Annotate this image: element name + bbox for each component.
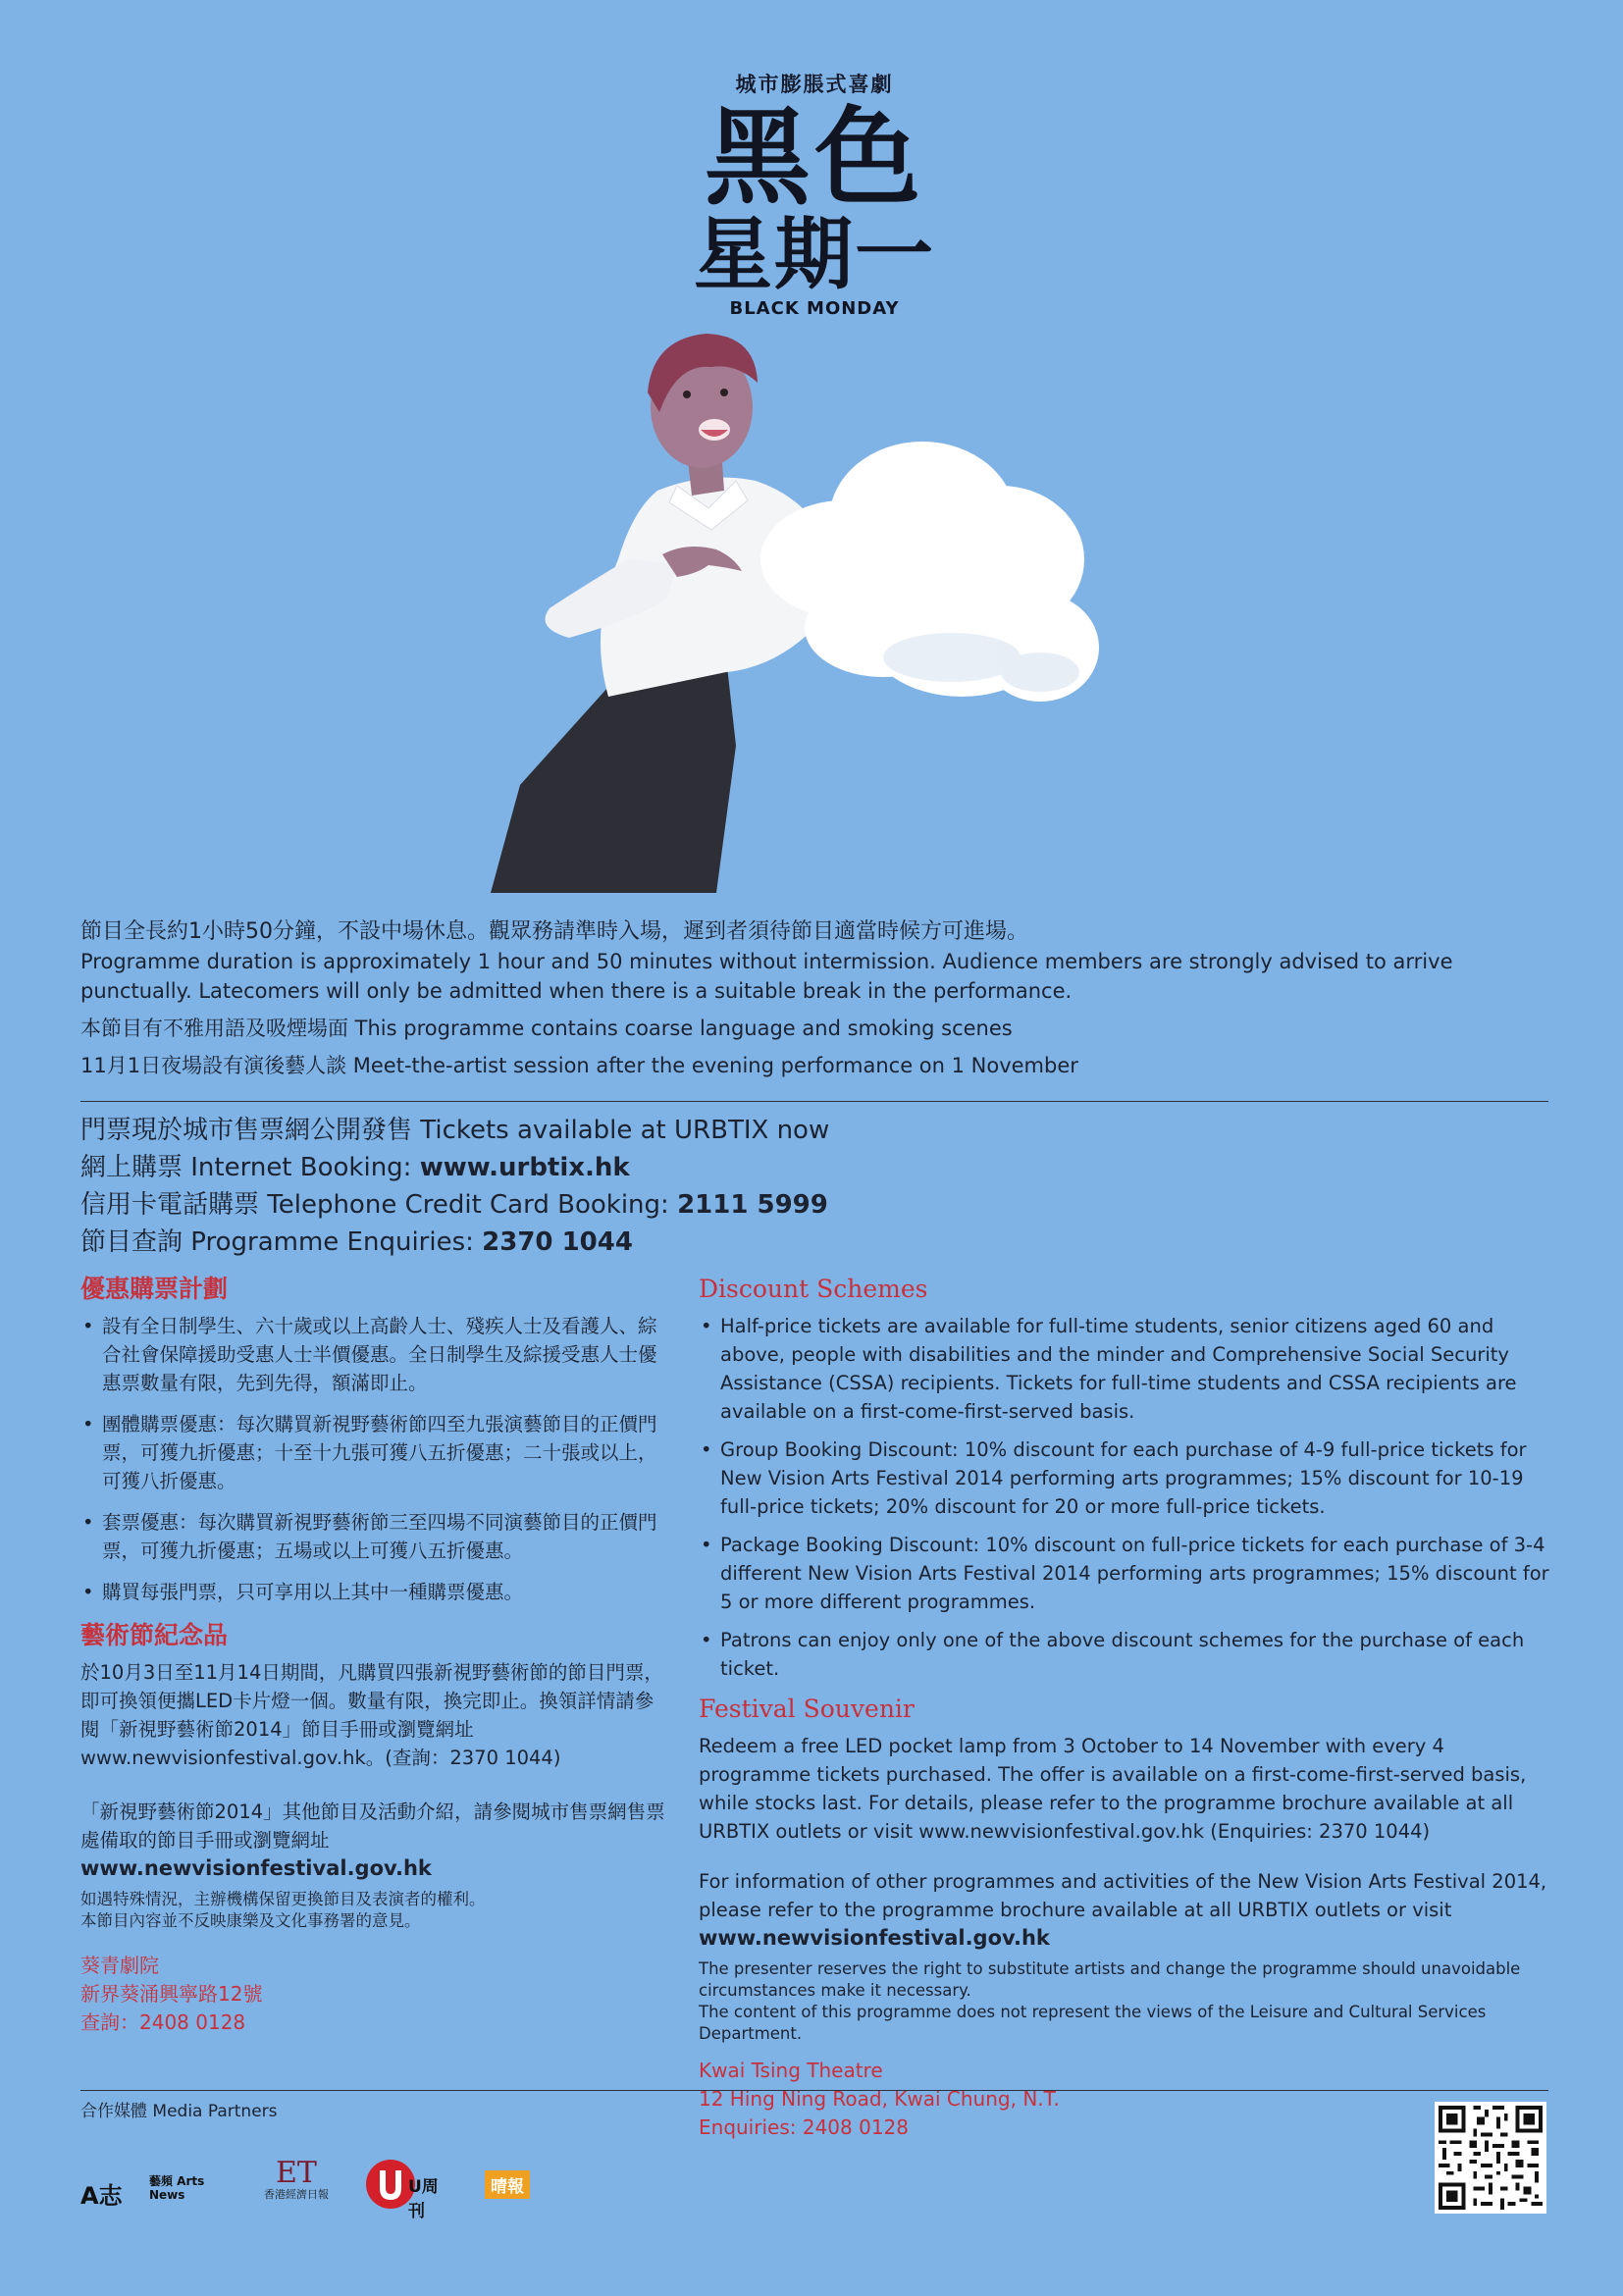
title-block xyxy=(687,69,942,319)
list-item: • 設有全日制學生、六十歲或以上高齡人士、殘疾人士及看護人、綜合社會保障援助受惠人士半價優惠。全日制學生及綜援受惠人士優惠票數量有限，先到先得，額滿即止。 xyxy=(80,1312,669,1397)
tickets-available: 門票現於城市售票網公開發售 Tickets available at URBTIX now xyxy=(80,1116,830,1145)
disclaimer-zh-2: 本節目內容並不反映康樂及文化事務署的意見。 xyxy=(80,1911,421,1930)
venue-address-zh: 新界葵涌興寧路12號 xyxy=(80,1982,263,2006)
souvenir-heading-zh: 藝術節紀念品 xyxy=(80,1621,229,1649)
list-item: • Half-price tickets are available for full-time students, senior citizens aged 60 and above, people with disabilities and the minder and Comprehensive Social Security Assistance (CSSA) recipients. Tickets for full-time students and CSSA recipients are available on a first-come-first-served basis. xyxy=(699,1312,1552,1426)
meet-artist-note: 11月1日夜場設有演後藝人談 Meet-the-artist session after the evening performance on 1 November xyxy=(80,1054,1078,1077)
title-zh-line1: 黑色 xyxy=(704,97,924,220)
chinese-column xyxy=(80,1273,669,2037)
urbtix-link[interactable]: www.urbtix.hk xyxy=(419,1153,630,1182)
hket-logo: ET 香港經濟日報 xyxy=(264,2156,329,2201)
list-item: • 套票優惠：每次購買新視野藝術節三至四場不同演藝節目的正價門票，可獲九折優惠；五場或以上可獲八五折優惠。 xyxy=(80,1508,669,1565)
venue-enquiry-en: Enquiries: 2408 0128 xyxy=(699,2115,909,2139)
discount-list-en xyxy=(699,1312,1552,1683)
qr-code[interactable] xyxy=(1435,2102,1546,2214)
media-partners-label: 合作媒體 Media Partners xyxy=(80,2102,278,2121)
title-zh-line2: 星期一 xyxy=(694,209,935,300)
souvenir-heading-en: Festival Souvenir xyxy=(699,1695,915,1723)
festival-url-en[interactable]: www.newvisionfestival.gov.hk xyxy=(699,1926,1050,1950)
ticket-info xyxy=(80,1112,1552,1261)
programme-enquiries: 節目查詢 Programme Enquiries: 2370 1044 xyxy=(80,1227,633,1257)
enquiry-number: 2370 1044 xyxy=(482,1227,633,1257)
list-item: • Group Booking Discount: 10% discount for each purchase of 4-9 full-price tickets for New Vision Arts Festival 2014 performing arts programmes; 15% discount for 10-19 full-price tickets; 20% discount for 20 or more full-price tickets. xyxy=(699,1435,1552,1521)
list-item: • 購買每張門票，只可享用以上其中一種購票優惠。 xyxy=(80,1578,669,1606)
venue-name-en: Kwai Tsing Theatre xyxy=(699,2059,883,2082)
venue-name-zh: 葵青劇院 xyxy=(80,1954,159,1977)
performer-cloud-illustration xyxy=(491,334,1178,893)
disclaimer-en-1: The presenter reserves the right to substitute artists and change the programme should unavoidable circumstances make it necessary. xyxy=(699,1959,1521,2000)
venue-zh xyxy=(80,1952,669,2037)
duration-zh: 節目全長約1小時50分鐘，不設中場休息。觀眾務請準時入場，遲到者須待節目適當時候方可進場。 xyxy=(80,919,1028,944)
disclaimer-en-2: The content of this programme does not represent the views of the Leisure and Cultural Services Department. xyxy=(699,2003,1487,2043)
list-item: • 團體購票優惠：每次購買新視野藝術節四至九張演藝節目的正價門票，可獲九折優惠；十至十九張可獲八五折優惠；二十張或以上，可獲八折優惠。 xyxy=(80,1410,669,1495)
list-item: • Patrons can enjoy only one of the above discount schemes for the purchase of each ticket. xyxy=(699,1626,1552,1683)
u-magazine-logo: U周刊 xyxy=(365,2159,453,2210)
disclaimer-zh-1: 如遇特殊情況，主辦機構保留更換節目及表演者的權利。 xyxy=(80,1890,486,1908)
english-column xyxy=(699,1273,1552,2142)
divider-bottom xyxy=(80,2090,1548,2091)
festival-url-zh[interactable]: www.newvisionfestival.gov.hk xyxy=(80,1856,432,1880)
souvenir-text-zh: 於10月3日至11月14日期間，凡購買四張新視野藝術節的節目門票，即可換領便攜LED卡片燈一個。數量有限，換完即止。換領詳情請參閱「新視野藝術節2014」節目手冊或瀏覽網址 www.newvisionfestival.gov.hk。(查詢：2370 1044) xyxy=(80,1661,663,1769)
divider-top xyxy=(80,1101,1548,1102)
title-en: BLACK MONDAY xyxy=(729,298,900,319)
telephone-number: 2111 5999 xyxy=(677,1190,828,1220)
discount-list-zh xyxy=(80,1312,669,1606)
content-warning: 本節目有不雅用語及吸煙場面 This programme contains coarse language and smoking scenes xyxy=(80,1017,1013,1040)
festival-info-en: For information of other programmes and activities of the New Vision Arts Festival 2014, please refer to the programme brochure available at all URBTIX outlets or visit xyxy=(699,1870,1547,1921)
discount-heading-en: Discount Schemes xyxy=(699,1275,928,1303)
duration-en: Programme duration is approximately 1 hour and 50 minutes without intermission. Audience members are strongly advised to arrive punctually. Latecomers will only be admitted when there is a suitable break in the performance. xyxy=(80,950,1453,1003)
venue-enquiry-zh: 查詢：2408 0128 xyxy=(80,2010,246,2034)
list-item: • Package Booking Discount: 10% discount on full-price tickets for each purchase of 3-4 different New Vision Arts Festival 2014 performing arts programmes; 15% discount for 5 or more different programmes. xyxy=(699,1531,1552,1616)
festival-info-zh: 「新視野藝術節2014」其他節目及活動介紹，請參閱城市售票網售票處備取的節目手冊或瀏覽網址 xyxy=(80,1800,665,1852)
arts-news-logo: 藝頻 Arts News xyxy=(149,2174,205,2202)
souvenir-text-en: Redeem a free LED pocket lamp from 3 October to 14 November with every 4 programme tickets purchased. The offer is available on a first-come-first-served basis, while stocks last. For details, please refer to the programme brochure available at all URBTIX outlets or visit www.newvisionfestival.gov.hk (Enquiries: 2370 1044) xyxy=(699,1735,1527,1843)
programme-notes xyxy=(80,917,1552,1080)
venue-address-en: 12 Hing Ning Road, Kwai Chung, N.T. xyxy=(699,2087,1060,2111)
a-chi-logo: A志 xyxy=(80,2182,123,2210)
skypost-logo: 晴報 xyxy=(485,2170,530,2199)
venue-en xyxy=(699,2057,1552,2142)
subtitle-zh: 城市膨脹式喜劇 xyxy=(735,73,894,96)
internet-booking: 網上購票 Internet Booking: www.urbtix.hk xyxy=(80,1153,630,1182)
telephone-booking: 信用卡電話購票 Telephone Credit Card Booking: 2111 5999 xyxy=(80,1190,828,1220)
media-partner-logos xyxy=(80,2156,767,2221)
discount-heading-zh: 優惠購票計劃 xyxy=(80,1275,229,1303)
